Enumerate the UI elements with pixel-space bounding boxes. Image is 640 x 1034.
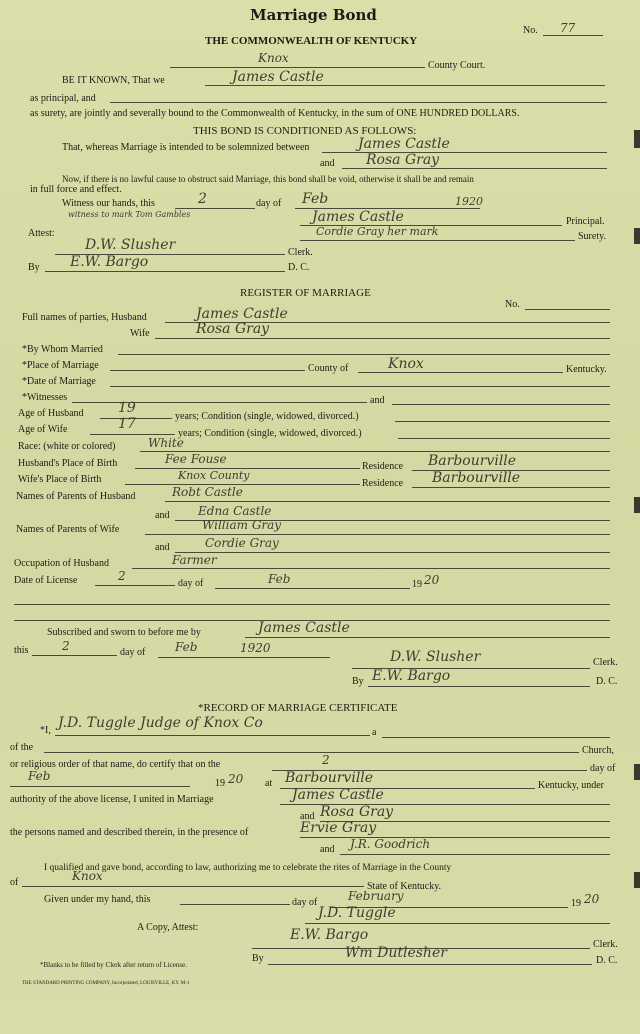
wife-label: Wife xyxy=(130,328,150,339)
as-principal-text: as principal, and xyxy=(30,93,96,104)
cert-bride: Rosa Gray xyxy=(320,804,394,820)
age-wife-value: 17 xyxy=(118,416,136,432)
husband-residence-label: Residence xyxy=(362,461,404,472)
register-county: Knox xyxy=(388,356,424,372)
binding-mark xyxy=(634,228,640,244)
that-whereas-text: That, whereas Marriage is intended to be solemnized between xyxy=(62,142,310,153)
date-of-marriage-label: *Date of Marriage xyxy=(22,376,96,387)
witness-day: 2 xyxy=(198,191,207,207)
sworn-day: 2 xyxy=(62,639,70,653)
state-label: State of Kentucky. xyxy=(367,881,442,892)
sworn-this-label: this xyxy=(14,645,29,656)
now-if-text-2: in full force and effect. xyxy=(30,184,122,195)
clerk-signature: D.W. Slusher xyxy=(85,237,176,253)
be-it-known-text: BE IT KNOWN, That we xyxy=(62,75,165,86)
surety-label: Surety. xyxy=(578,231,606,242)
cert-day-of-right: day of xyxy=(590,763,616,774)
cert-clerk-signature: E.W. Bargo xyxy=(290,927,369,943)
cert-month: Feb xyxy=(28,769,51,783)
cert-of-the-label: of the xyxy=(10,742,34,753)
register-dc-label: D. C. xyxy=(596,676,618,687)
witness-year: 1920 xyxy=(455,195,483,208)
printer-imprint: THE STANDARD PRINTING COMPANY, Incorporated, LOUISVILLE, KY. M-1 xyxy=(22,981,190,986)
date-of-license-label: Date of License xyxy=(14,575,78,586)
husband-residence: Barbourville xyxy=(428,453,517,469)
cert-witness-2: J.R. Goodrich xyxy=(350,837,431,851)
cert-year: 20 xyxy=(228,772,244,786)
age-wife-label: Age of Wife xyxy=(18,424,68,435)
copy-attest-label: A Copy, Attest: xyxy=(137,922,199,933)
cert-a-label: a xyxy=(372,727,377,738)
surety-text: as surety, are jointly and severally bound to the Commonwealth of Kentucky, in the sum of ONE HUNDRED DOLLARS. xyxy=(30,108,520,119)
license-year-prefix: 19 xyxy=(412,579,422,590)
age-husband-value: 19 xyxy=(118,400,136,416)
binding-mark xyxy=(634,130,640,148)
cert-of-label: of xyxy=(10,877,19,888)
witness-note: witness to mark Tom Gambles xyxy=(68,210,191,219)
commonwealth-heading: THE COMMONWEALTH OF KENTUCKY xyxy=(205,35,418,47)
cert-day: 2 xyxy=(322,753,330,767)
register-number-label: No. xyxy=(505,299,520,310)
register-dc-signature: E.W. Bargo xyxy=(372,668,451,684)
full-names-label: Full names of parties, Husband xyxy=(22,312,147,323)
race-value: White xyxy=(148,436,184,450)
county-of-label: County of xyxy=(308,363,349,374)
given-text: Given under my hand, this xyxy=(44,894,151,905)
binding-mark xyxy=(634,764,640,780)
cert-i-label: *I, xyxy=(40,725,51,736)
wife-father: William Gray xyxy=(202,518,282,532)
county-court-label: County Court. xyxy=(428,60,486,71)
subscriber-name: James Castle xyxy=(258,620,350,636)
bride-name: Rosa Gray xyxy=(366,152,440,168)
condition-wife: years; Condition (single, widowed, divorced.) xyxy=(178,428,362,439)
age-husband-label: Age of Husband xyxy=(18,408,84,419)
principal-signature: James Castle xyxy=(312,209,404,225)
witnesses-label: *Witnesses xyxy=(22,392,68,403)
condition-husband: years; Condition (single, widowed, divorced.) xyxy=(175,411,359,422)
license-day-of: day of xyxy=(178,578,204,589)
by-whom-label: *By Whom Married xyxy=(22,344,103,355)
clerk-label: Clerk. xyxy=(288,247,313,258)
cert-groom: James Castle xyxy=(292,787,384,803)
dc-signature: E.W. Bargo xyxy=(70,254,149,270)
given-year-prefix: 19 xyxy=(571,898,581,909)
occupation-value: Farmer xyxy=(172,553,217,567)
given-year: 20 xyxy=(584,892,600,906)
kentucky-under-label: Kentucky, under xyxy=(538,780,604,791)
principal-label: Principal. xyxy=(566,216,605,227)
subscribed-text: Subscribed and sworn to before me by xyxy=(47,627,201,638)
sworn-year: 1920 xyxy=(240,641,271,655)
husband-birthplace: Fee Fouse xyxy=(165,452,227,466)
register-heading: REGISTER OF MARRIAGE xyxy=(240,287,371,299)
binding-mark xyxy=(634,872,640,888)
husband-birthplace-label: Husband's Place of Birth xyxy=(18,458,118,469)
witnesses-and-label: and xyxy=(370,395,385,406)
parents-husband-label: Names of Parents of Husband xyxy=(16,491,136,502)
bond-number: 77 xyxy=(560,21,576,35)
cert-place: Barbourville xyxy=(285,770,374,786)
officiant-name: J.D. Tuggle Judge of Knox Co xyxy=(58,715,263,731)
wife-name: Rosa Gray xyxy=(196,321,270,337)
cert-witness-1: Ervie Gray xyxy=(300,820,377,836)
religious-text: or religious order of that name, do certify that on the xyxy=(10,759,221,770)
authority-text: authority of the above license, I united in Marriage xyxy=(10,794,214,805)
cert-clerk-label: Clerk. xyxy=(593,939,618,950)
attest-label: Attest: xyxy=(28,228,55,239)
bond-number-label: No. xyxy=(523,25,538,36)
now-if-text-1: Now, if there is no lawful cause to obstruct said Marriage, this bond shall be void, otherwise it shall be and remain xyxy=(62,174,474,184)
cert-by-label: By xyxy=(252,953,264,964)
groom-name: James Castle xyxy=(358,136,450,152)
sworn-day-of: day of xyxy=(120,647,146,658)
license-month: Feb xyxy=(268,572,291,586)
race-label: Race: (white or colored) xyxy=(18,441,116,452)
sworn-month: Feb xyxy=(175,640,198,654)
persons-text: the persons named and described therein, in the presence of xyxy=(10,827,249,838)
by-label: By xyxy=(28,262,40,273)
binding-mark xyxy=(634,497,640,513)
license-day: 2 xyxy=(118,569,126,583)
witness-month: Feb xyxy=(302,191,329,207)
husband-name: James Castle xyxy=(196,306,288,322)
cert-at-label: at xyxy=(265,778,273,789)
wife-birthplace-label: Wife's Place of Birth xyxy=(18,474,102,485)
and-label: and xyxy=(320,158,335,169)
officiant-signature: J.D. Tuggle xyxy=(318,905,396,921)
qualified-text: I qualified and gave bond, according to law, authorizing me to celebrate the rites of Marriage in the County xyxy=(44,863,452,873)
wife-residence: Barbourville xyxy=(432,470,521,486)
document-title: Marriage Bond xyxy=(250,6,377,24)
husband-mother: Edna Castle xyxy=(198,504,272,518)
county-handwritten: Knox xyxy=(258,51,289,65)
day-of-label: day of xyxy=(256,198,282,209)
given-month: February xyxy=(348,889,404,903)
wife-residence-label: Residence xyxy=(362,478,404,489)
cert-year-prefix: 19 xyxy=(215,778,225,789)
register-clerk-signature: D.W. Slusher xyxy=(390,649,481,665)
dc-label: D. C. xyxy=(288,262,310,273)
wife-mother: Cordie Gray xyxy=(205,536,279,550)
blanks-note: *Blanks to be filled by Clerk after return of License. xyxy=(40,961,187,969)
husband-father: Robt Castle xyxy=(172,485,243,499)
place-of-marriage-label: *Place of Marriage xyxy=(22,360,99,371)
church-label: Church, xyxy=(582,745,614,756)
cert-county: Knox xyxy=(72,869,103,883)
cert-dc-label: D. C. xyxy=(596,955,618,966)
register-by-label: By xyxy=(352,676,364,687)
kentucky-label: Kentucky. xyxy=(566,364,607,375)
license-year: 20 xyxy=(424,573,440,587)
certificate-heading: *RECORD OF MARRIAGE CERTIFICATE xyxy=(198,702,398,714)
conditioned-heading: THIS BOND IS CONDITIONED AS FOLLOWS: xyxy=(193,125,417,137)
witness-hands-text: Witness our hands, this xyxy=(62,198,155,209)
parents-wife-label: Names of Parents of Wife xyxy=(16,524,120,535)
register-clerk-label: Clerk. xyxy=(593,657,618,668)
surety-signature: Cordie Gray her mark xyxy=(316,225,439,238)
parents-wife-and: and xyxy=(155,542,170,553)
wife-birthplace: Knox County xyxy=(178,469,250,482)
cert-and-label: and xyxy=(300,811,315,822)
given-day-of: day of xyxy=(292,897,318,908)
parents-husband-and: and xyxy=(155,510,170,521)
cert-witness-and: and xyxy=(320,844,335,855)
cert-dc-signature: Wm Dutlesher xyxy=(345,945,447,961)
occupation-label: Occupation of Husband xyxy=(14,558,109,569)
principal-name: James Castle xyxy=(232,69,324,85)
